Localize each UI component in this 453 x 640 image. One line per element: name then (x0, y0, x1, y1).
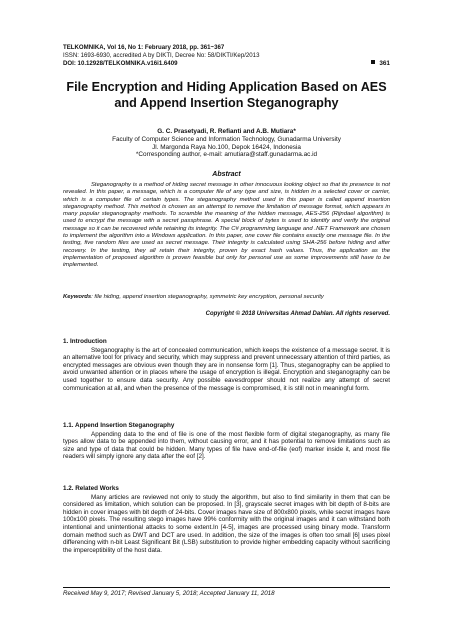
section-heading: 1.2. Related Works (63, 485, 119, 492)
author-names: G. C. Prasetyadi, R. Refianti and A.B. Mutiara* (157, 128, 296, 135)
section-heading: 1. Introduction (63, 338, 107, 345)
abstract-heading: Abstract (212, 171, 241, 178)
doi-line: DOI: 10.12928/TELKOMNIKA.v16i1.6409 (63, 60, 178, 68)
section-append-insertion (63, 422, 390, 461)
received-dates: Received May 9, 2017; Revised January 5, 2018; Accepted January 11, 2018 (63, 590, 275, 597)
keywords-label: Keywords (63, 294, 92, 300)
section-body: Many articles are reviewed not only to study the algorithm, but also to find similarity in them that can be considered as limitation, which solution can be proposed. In [3], grayscale secret images with bit depth of 8-bits are hidden in cover images with bit depth of 24-bits. Cover images have size of 800x800 pixels, while secret images have 100x100 pixels. The resulting stego images have 99% conformity with the original images and it can withstand both intentional and unintentional attacks to some extent.In [4-5], images are processed using binary mode. Transform domain method such as DWT and DCT are used. In addition, the size of the images is often too small [6] uses pixel differencing with n-bit Least Significant Bit (LSB) substitution to provide higher embedding capacity without sacrificing the imperceptibility of the host data. (63, 493, 390, 554)
author-affiliation: Faculty of Computer Science and Information Technology, Gunadarma University (112, 135, 341, 143)
author-block (50, 128, 403, 159)
section-related-works (63, 485, 390, 554)
page-number (371, 60, 390, 67)
journal-line: TELKOMNIKA, Vol 16, No 1: February 2018, pp. 361~367 (63, 44, 225, 51)
keywords (63, 294, 390, 301)
title-line-2: and Append Insertion Steganography (114, 95, 339, 110)
section-body: Steganography is the art of concealed communication, which keeps the existence of a message secret. It is an alternative tool for privacy and security, which may suppress and prevent unnecessary attention of third parties, as encrypted messages are obvious even though they are in nonsense form [1]. Thus, steganography can be applied to avoid unwanted attention or in places where the usage of encryption is illegal. Encryption and steganography can be used together to ensure data security. Any possible eavesdropper should not realize any attempt of secret communication at all, and when the presence of the message is compromised, it is still not in meaningful form. (63, 346, 390, 392)
issn-line: ISSN: 1693-6930, accredited A by DIKTI, Decree No: 58/DIKTI/Kep/2013 (63, 52, 260, 60)
section-introduction (63, 338, 390, 392)
title-line-1: File Encryption and Hiding Application Based on AES (66, 80, 387, 94)
corresponding-author: *Corresponding author, e-mail: amutiara@staff.gunadarma.ac.id (135, 151, 318, 159)
page-number-value: 361 (379, 60, 390, 67)
footer-rule (63, 587, 390, 588)
copyright-notice: Copyright © 2018 Universitas Ahmad Dahlan. All rights reserved. (205, 311, 390, 317)
keywords-text: : file hiding, append insertion steganography, symmetric key encryption, personal security (91, 294, 324, 300)
journal-header (63, 44, 393, 69)
abstract-text: Steganography is a method of hiding secret message in other innocuous looking object so that its presence is not revealed. In this paper, a message, which is a computer file of any type and size, is hidden in a selected cover or carrier, which is a computer file of certain types. The steganography method used in this paper is called append insertion steganography method. This method is chosen as an attempt to remove the limitation of message format, which appears in many popular steganography methods. To scramble the meaning of the hidden message, AES-256 (Rijndael algorithm) is used to encrypt the message with a secret passphrase. A special block of bytes is used to identify and verify the original message so it can be recovered while retaining its integrity. The C# programming language and .NET Framework are chosen to implement the algorithm into a Windows application. In this paper, one cover file contains exactly one message file. In the testing, five random files are used as secret message. Their integrity is calculated using SHA-256 before hiding and after recovery. In the testing, they all retain their integrity, proven by exact hash values. Thus, the application as the implementation of proposed algorithm is proven feasible but only for personal use as some improvements still have to be implemented. (63, 182, 390, 269)
section-body: Appending data to the end of file is one of the most flexible form of digital steganography, as many file types allow data to be appended into them, without causing error, and it has potential to remove limitations such as size and type of data that could be hidden. Many types of file have end-of-file (eof) marker inside it, and most file readers will simply ignore any data after the eof [2]. (63, 430, 390, 461)
paper-title (50, 80, 403, 111)
section-heading: 1.1. Append Insertion Steganography (63, 422, 175, 429)
square-bullet-icon (371, 60, 375, 64)
author-address: Jl. Margonda Raya No.100, Depok 16424, Indonesia (152, 143, 301, 151)
